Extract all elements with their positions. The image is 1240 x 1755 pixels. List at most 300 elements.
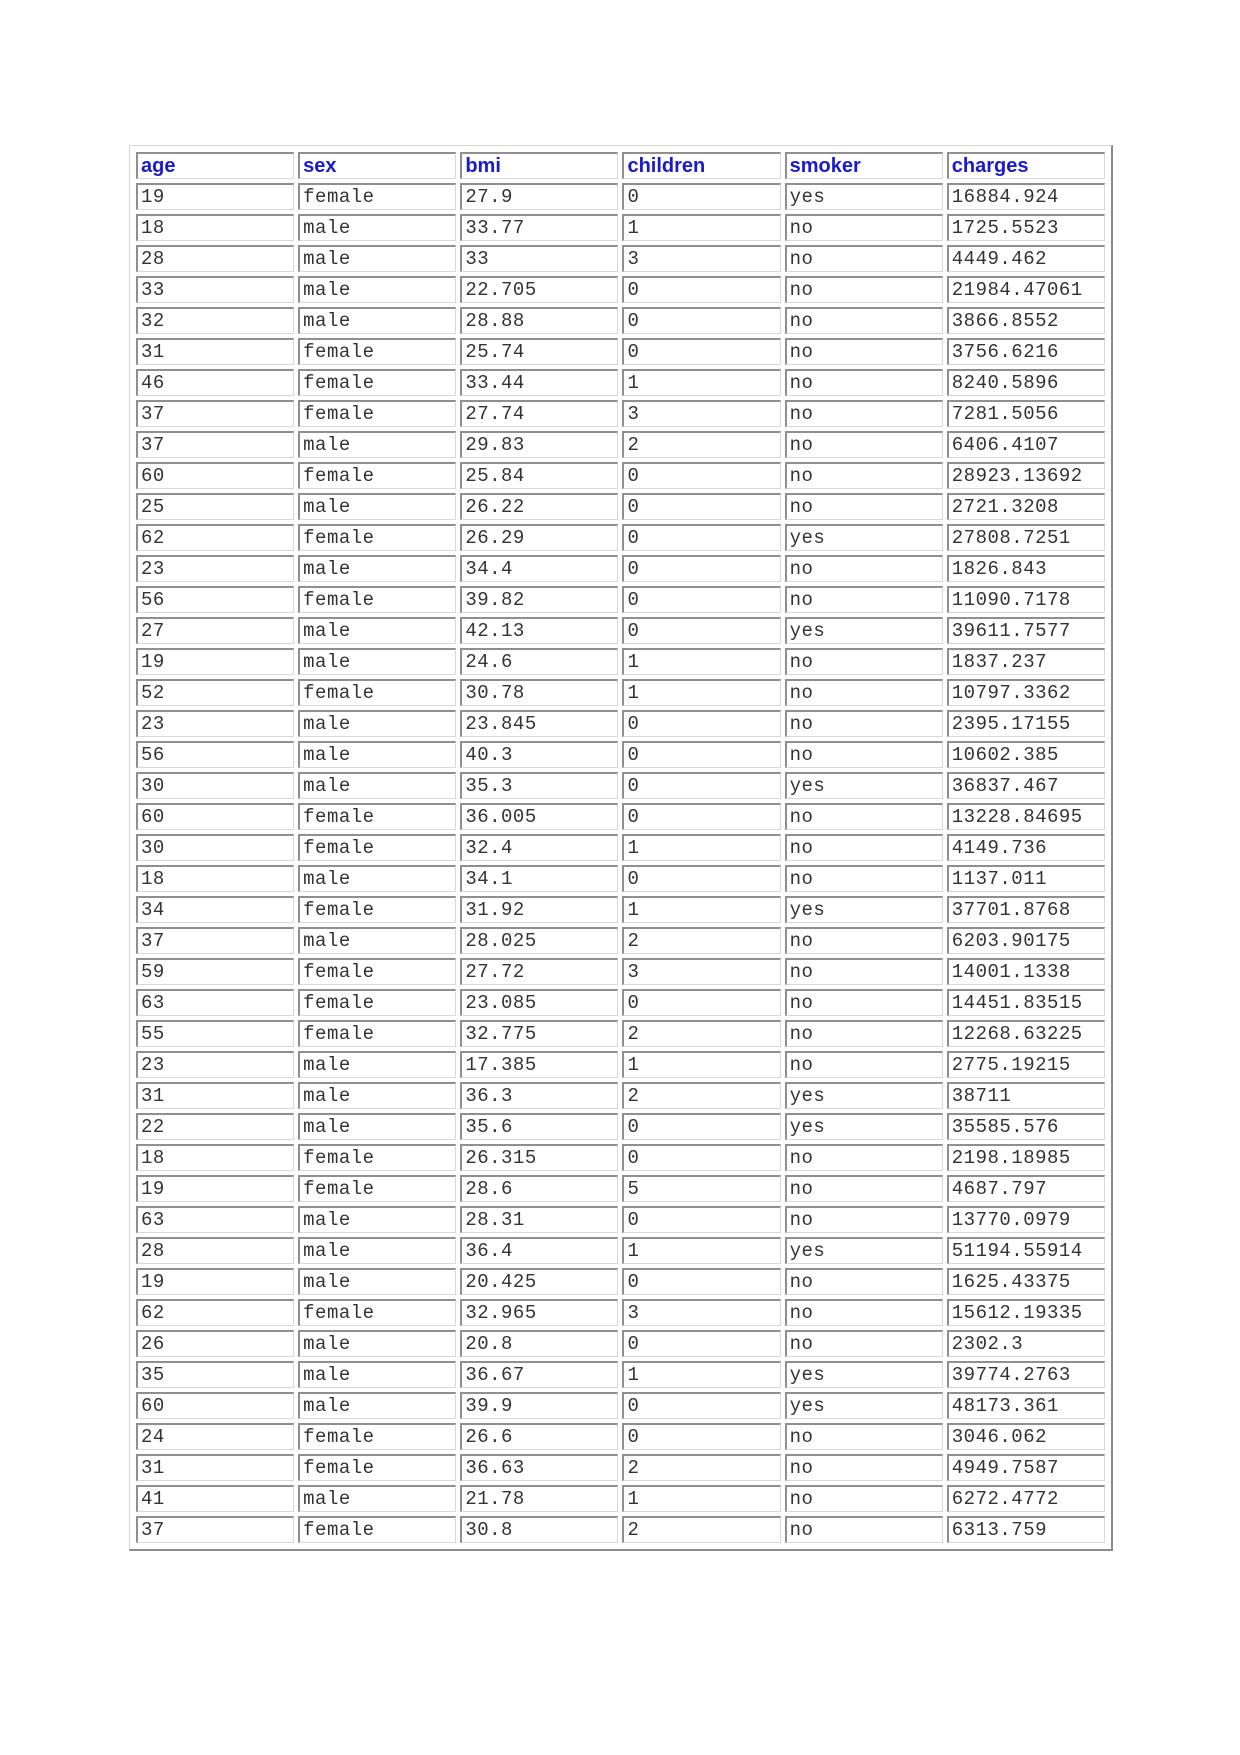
cell-bmi: 26.315 [460, 1144, 618, 1171]
cell-age: 23 [136, 555, 294, 582]
cell-bmi: 30.8 [460, 1516, 618, 1543]
cell-charges: 12268.63225 [947, 1020, 1105, 1047]
table-row [136, 555, 1105, 582]
cell-sex: male [298, 1113, 456, 1140]
cell-bmi: 34.4 [460, 555, 618, 582]
cell-bmi: 33 [460, 245, 618, 272]
cell-age: 41 [136, 1485, 294, 1512]
cell-bmi: 27.72 [460, 958, 618, 985]
cell-bmi: 36.67 [460, 1361, 618, 1388]
cell-children: 0 [622, 1113, 780, 1140]
cell-bmi: 28.025 [460, 927, 618, 954]
table-row [136, 617, 1105, 644]
cell-bmi: 17.385 [460, 1051, 618, 1078]
cell-smoker: no [785, 989, 943, 1016]
cell-bmi: 36.3 [460, 1082, 618, 1109]
cell-age: 55 [136, 1020, 294, 1047]
cell-smoker: no [785, 741, 943, 768]
cell-charges: 2721.3208 [947, 493, 1105, 520]
data-table [132, 148, 1109, 1547]
cell-bmi: 39.82 [460, 586, 618, 613]
cell-children: 0 [622, 524, 780, 551]
cell-sex: male [298, 214, 456, 241]
cell-smoker: no [785, 586, 943, 613]
cell-sex: female [298, 338, 456, 365]
cell-children: 1 [622, 1051, 780, 1078]
table-row [136, 1423, 1105, 1450]
cell-charges: 1725.5523 [947, 214, 1105, 241]
cell-sex: male [298, 245, 456, 272]
cell-sex: female [298, 369, 456, 396]
cell-bmi: 22.705 [460, 276, 618, 303]
cell-sex: female [298, 834, 456, 861]
cell-bmi: 31.92 [460, 896, 618, 923]
cell-smoker: yes [785, 1113, 943, 1140]
cell-age: 60 [136, 803, 294, 830]
cell-bmi: 23.845 [460, 710, 618, 737]
cell-charges: 6272.4772 [947, 1485, 1105, 1512]
cell-charges: 51194.55914 [947, 1237, 1105, 1264]
cell-children: 1 [622, 1237, 780, 1264]
cell-sex: male [298, 617, 456, 644]
cell-bmi: 20.8 [460, 1330, 618, 1357]
table-row [136, 1330, 1105, 1357]
cell-age: 62 [136, 1299, 294, 1326]
cell-smoker: no [785, 276, 943, 303]
cell-children: 0 [622, 338, 780, 365]
cell-age: 27 [136, 617, 294, 644]
cell-charges: 3046.062 [947, 1423, 1105, 1450]
cell-bmi: 25.84 [460, 462, 618, 489]
cell-smoker: no [785, 1516, 943, 1543]
cell-age: 33 [136, 276, 294, 303]
cell-children: 0 [622, 555, 780, 582]
cell-sex: female [298, 1454, 456, 1481]
cell-smoker: no [785, 307, 943, 334]
cell-smoker: no [785, 493, 943, 520]
cell-age: 31 [136, 1454, 294, 1481]
cell-age: 52 [136, 679, 294, 706]
cell-smoker: no [785, 865, 943, 892]
cell-bmi: 25.74 [460, 338, 618, 365]
cell-sex: male [298, 1485, 456, 1512]
cell-sex: female [298, 1020, 456, 1047]
cell-children: 0 [622, 1423, 780, 1450]
cell-children: 1 [622, 648, 780, 675]
cell-sex: female [298, 1175, 456, 1202]
table-row [136, 989, 1105, 1016]
cell-smoker: no [785, 803, 943, 830]
table-row [136, 400, 1105, 427]
cell-children: 0 [622, 617, 780, 644]
cell-bmi: 33.44 [460, 369, 618, 396]
cell-smoker: no [785, 679, 943, 706]
cell-age: 37 [136, 400, 294, 427]
cell-children: 0 [622, 1330, 780, 1357]
cell-charges: 39774.2763 [947, 1361, 1105, 1388]
cell-children: 1 [622, 214, 780, 241]
cell-age: 23 [136, 710, 294, 737]
cell-age: 26 [136, 1330, 294, 1357]
cell-smoker: yes [785, 1237, 943, 1264]
cell-age: 25 [136, 493, 294, 520]
cell-bmi: 35.6 [460, 1113, 618, 1140]
cell-age: 24 [136, 1423, 294, 1450]
cell-charges: 7281.5056 [947, 400, 1105, 427]
cell-smoker: no [785, 245, 943, 272]
cell-sex: male [298, 1330, 456, 1357]
cell-age: 56 [136, 741, 294, 768]
cell-age: 63 [136, 989, 294, 1016]
cell-sex: male [298, 648, 456, 675]
cell-bmi: 34.1 [460, 865, 618, 892]
cell-bmi: 39.9 [460, 1392, 618, 1419]
cell-children: 0 [622, 307, 780, 334]
cell-children: 5 [622, 1175, 780, 1202]
cell-age: 37 [136, 431, 294, 458]
cell-children: 0 [622, 1268, 780, 1295]
cell-smoker: no [785, 338, 943, 365]
cell-sex: male [298, 1361, 456, 1388]
table-row [136, 1020, 1105, 1047]
cell-smoker: no [785, 1268, 943, 1295]
table-row [136, 741, 1105, 768]
cell-age: 62 [136, 524, 294, 551]
cell-smoker: no [785, 1485, 943, 1512]
cell-smoker: no [785, 648, 943, 675]
table-row [136, 1361, 1105, 1388]
column-header-sex: sex [298, 152, 456, 179]
table-row [136, 338, 1105, 365]
cell-sex: male [298, 1206, 456, 1233]
table-row [136, 648, 1105, 675]
cell-children: 1 [622, 1485, 780, 1512]
cell-charges: 2302.3 [947, 1330, 1105, 1357]
cell-age: 18 [136, 1144, 294, 1171]
cell-bmi: 36.63 [460, 1454, 618, 1481]
cell-age: 18 [136, 214, 294, 241]
cell-children: 3 [622, 400, 780, 427]
cell-bmi: 29.83 [460, 431, 618, 458]
cell-bmi: 28.6 [460, 1175, 618, 1202]
column-header-smoker: smoker [785, 152, 943, 179]
cell-age: 28 [136, 245, 294, 272]
table-row [136, 1454, 1105, 1481]
table-row [136, 1299, 1105, 1326]
cell-bmi: 42.13 [460, 617, 618, 644]
cell-children: 0 [622, 586, 780, 613]
cell-charges: 37701.8768 [947, 896, 1105, 923]
cell-children: 0 [622, 989, 780, 1016]
cell-children: 0 [622, 1392, 780, 1419]
header-row [136, 152, 1105, 179]
cell-children: 2 [622, 431, 780, 458]
cell-age: 56 [136, 586, 294, 613]
cell-bmi: 26.6 [460, 1423, 618, 1450]
cell-charges: 2198.18985 [947, 1144, 1105, 1171]
cell-smoker: no [785, 1423, 943, 1450]
cell-children: 0 [622, 803, 780, 830]
column-header-age: age [136, 152, 294, 179]
cell-sex: male [298, 772, 456, 799]
cell-age: 37 [136, 1516, 294, 1543]
cell-smoker: yes [785, 772, 943, 799]
cell-bmi: 28.88 [460, 307, 618, 334]
table-row [136, 276, 1105, 303]
table-row [136, 1113, 1105, 1140]
cell-charges: 10797.3362 [947, 679, 1105, 706]
column-header-charges: charges [947, 152, 1105, 179]
cell-smoker: yes [785, 1361, 943, 1388]
cell-sex: female [298, 989, 456, 1016]
table-row [136, 1051, 1105, 1078]
cell-smoker: no [785, 1299, 943, 1326]
table-row [136, 369, 1105, 396]
cell-children: 2 [622, 1516, 780, 1543]
cell-bmi: 35.3 [460, 772, 618, 799]
cell-charges: 48173.361 [947, 1392, 1105, 1419]
cell-bmi: 30.78 [460, 679, 618, 706]
cell-smoker: no [785, 369, 943, 396]
cell-smoker: no [785, 462, 943, 489]
cell-charges: 2395.17155 [947, 710, 1105, 737]
cell-children: 2 [622, 1020, 780, 1047]
table-row [136, 183, 1105, 210]
cell-charges: 4687.797 [947, 1175, 1105, 1202]
cell-smoker: yes [785, 896, 943, 923]
cell-charges: 13228.84695 [947, 803, 1105, 830]
cell-smoker: no [785, 400, 943, 427]
cell-bmi: 33.77 [460, 214, 618, 241]
cell-smoker: no [785, 834, 943, 861]
cell-smoker: no [785, 710, 943, 737]
cell-sex: male [298, 431, 456, 458]
cell-children: 0 [622, 865, 780, 892]
cell-children: 0 [622, 710, 780, 737]
cell-bmi: 36.4 [460, 1237, 618, 1264]
cell-age: 23 [136, 1051, 294, 1078]
table-row [136, 803, 1105, 830]
cell-charges: 15612.19335 [947, 1299, 1105, 1326]
cell-charges: 4149.736 [947, 834, 1105, 861]
cell-charges: 1625.43375 [947, 1268, 1105, 1295]
column-header-children: children [622, 152, 780, 179]
cell-children: 1 [622, 896, 780, 923]
cell-smoker: no [785, 555, 943, 582]
table-row [136, 245, 1105, 272]
cell-age: 35 [136, 1361, 294, 1388]
cell-sex: male [298, 555, 456, 582]
cell-children: 0 [622, 772, 780, 799]
cell-charges: 38711 [947, 1082, 1105, 1109]
cell-sex: male [298, 307, 456, 334]
cell-charges: 6406.4107 [947, 431, 1105, 458]
table-row [136, 1175, 1105, 1202]
cell-sex: female [298, 679, 456, 706]
cell-age: 59 [136, 958, 294, 985]
cell-sex: female [298, 1423, 456, 1450]
table-row [136, 1516, 1105, 1543]
cell-sex: female [298, 524, 456, 551]
table-row [136, 1392, 1105, 1419]
table-row [136, 710, 1105, 737]
table-row [136, 1206, 1105, 1233]
cell-children: 0 [622, 276, 780, 303]
cell-age: 37 [136, 927, 294, 954]
cell-charges: 1826.843 [947, 555, 1105, 582]
cell-smoker: no [785, 1051, 943, 1078]
cell-sex: male [298, 865, 456, 892]
cell-children: 0 [622, 1144, 780, 1171]
cell-age: 60 [136, 462, 294, 489]
column-header-bmi: bmi [460, 152, 618, 179]
cell-sex: male [298, 1268, 456, 1295]
cell-sex: female [298, 462, 456, 489]
data-table-container [129, 145, 1113, 1551]
table-row [136, 462, 1105, 489]
cell-sex: male [298, 1392, 456, 1419]
cell-age: 32 [136, 307, 294, 334]
cell-bmi: 26.29 [460, 524, 618, 551]
table-row [136, 834, 1105, 861]
cell-charges: 21984.47061 [947, 276, 1105, 303]
cell-smoker: no [785, 958, 943, 985]
cell-smoker: no [785, 927, 943, 954]
table-row [136, 431, 1105, 458]
cell-charges: 13770.0979 [947, 1206, 1105, 1233]
cell-sex: female [298, 1299, 456, 1326]
cell-charges: 1837.237 [947, 648, 1105, 675]
table-row [136, 493, 1105, 520]
table-body [136, 183, 1105, 1543]
table-row [136, 524, 1105, 551]
cell-smoker: no [785, 431, 943, 458]
table-row [136, 865, 1105, 892]
cell-smoker: yes [785, 617, 943, 644]
cell-children: 3 [622, 245, 780, 272]
cell-children: 2 [622, 1454, 780, 1481]
cell-smoker: yes [785, 1082, 943, 1109]
cell-charges: 6313.759 [947, 1516, 1105, 1543]
cell-age: 34 [136, 896, 294, 923]
cell-age: 19 [136, 648, 294, 675]
cell-smoker: no [785, 1454, 943, 1481]
cell-charges: 4949.7587 [947, 1454, 1105, 1481]
table-row [136, 896, 1105, 923]
cell-sex: female [298, 958, 456, 985]
cell-bmi: 40.3 [460, 741, 618, 768]
cell-charges: 8240.5896 [947, 369, 1105, 396]
cell-children: 0 [622, 741, 780, 768]
cell-children: 1 [622, 679, 780, 706]
cell-age: 30 [136, 834, 294, 861]
cell-bmi: 27.74 [460, 400, 618, 427]
cell-age: 30 [136, 772, 294, 799]
cell-sex: male [298, 1237, 456, 1264]
cell-bmi: 32.4 [460, 834, 618, 861]
cell-charges: 11090.7178 [947, 586, 1105, 613]
cell-bmi: 21.78 [460, 1485, 618, 1512]
cell-age: 60 [136, 1392, 294, 1419]
cell-charges: 16884.924 [947, 183, 1105, 210]
cell-smoker: yes [785, 183, 943, 210]
cell-bmi: 27.9 [460, 183, 618, 210]
cell-sex: male [298, 741, 456, 768]
cell-sex: female [298, 896, 456, 923]
cell-charges: 6203.90175 [947, 927, 1105, 954]
cell-children: 2 [622, 1082, 780, 1109]
cell-charges: 3756.6216 [947, 338, 1105, 365]
cell-charges: 14001.1338 [947, 958, 1105, 985]
table-row [136, 1144, 1105, 1171]
cell-children: 2 [622, 927, 780, 954]
cell-sex: female [298, 1516, 456, 1543]
cell-children: 0 [622, 1206, 780, 1233]
cell-age: 19 [136, 183, 294, 210]
table-row [136, 772, 1105, 799]
cell-children: 0 [622, 493, 780, 520]
cell-age: 46 [136, 369, 294, 396]
cell-sex: male [298, 1051, 456, 1078]
cell-bmi: 32.775 [460, 1020, 618, 1047]
cell-children: 1 [622, 369, 780, 396]
cell-age: 22 [136, 1113, 294, 1140]
cell-sex: male [298, 493, 456, 520]
cell-charges: 4449.462 [947, 245, 1105, 272]
cell-age: 31 [136, 338, 294, 365]
table-row [136, 1485, 1105, 1512]
cell-charges: 14451.83515 [947, 989, 1105, 1016]
cell-smoker: no [785, 1206, 943, 1233]
table-row [136, 307, 1105, 334]
cell-bmi: 23.085 [460, 989, 618, 1016]
cell-smoker: no [785, 1175, 943, 1202]
table-header [136, 152, 1105, 179]
cell-bmi: 24.6 [460, 648, 618, 675]
table-row [136, 958, 1105, 985]
cell-sex: male [298, 276, 456, 303]
cell-children: 1 [622, 834, 780, 861]
cell-sex: female [298, 183, 456, 210]
cell-bmi: 20.425 [460, 1268, 618, 1295]
cell-charges: 27808.7251 [947, 524, 1105, 551]
cell-sex: female [298, 400, 456, 427]
cell-sex: female [298, 803, 456, 830]
cell-children: 0 [622, 183, 780, 210]
cell-smoker: yes [785, 1392, 943, 1419]
table-row [136, 586, 1105, 613]
cell-sex: male [298, 1082, 456, 1109]
cell-charges: 35585.576 [947, 1113, 1105, 1140]
cell-bmi: 28.31 [460, 1206, 618, 1233]
cell-charges: 2775.19215 [947, 1051, 1105, 1078]
cell-age: 63 [136, 1206, 294, 1233]
table-row [136, 927, 1105, 954]
cell-age: 19 [136, 1175, 294, 1202]
cell-bmi: 32.965 [460, 1299, 618, 1326]
cell-smoker: no [785, 1144, 943, 1171]
table-row [136, 1268, 1105, 1295]
table-row [136, 679, 1105, 706]
cell-charges: 28923.13692 [947, 462, 1105, 489]
cell-children: 3 [622, 1299, 780, 1326]
cell-age: 18 [136, 865, 294, 892]
cell-age: 28 [136, 1237, 294, 1264]
table-row [136, 1082, 1105, 1109]
cell-charges: 1137.011 [947, 865, 1105, 892]
cell-children: 1 [622, 1361, 780, 1388]
cell-sex: male [298, 927, 456, 954]
